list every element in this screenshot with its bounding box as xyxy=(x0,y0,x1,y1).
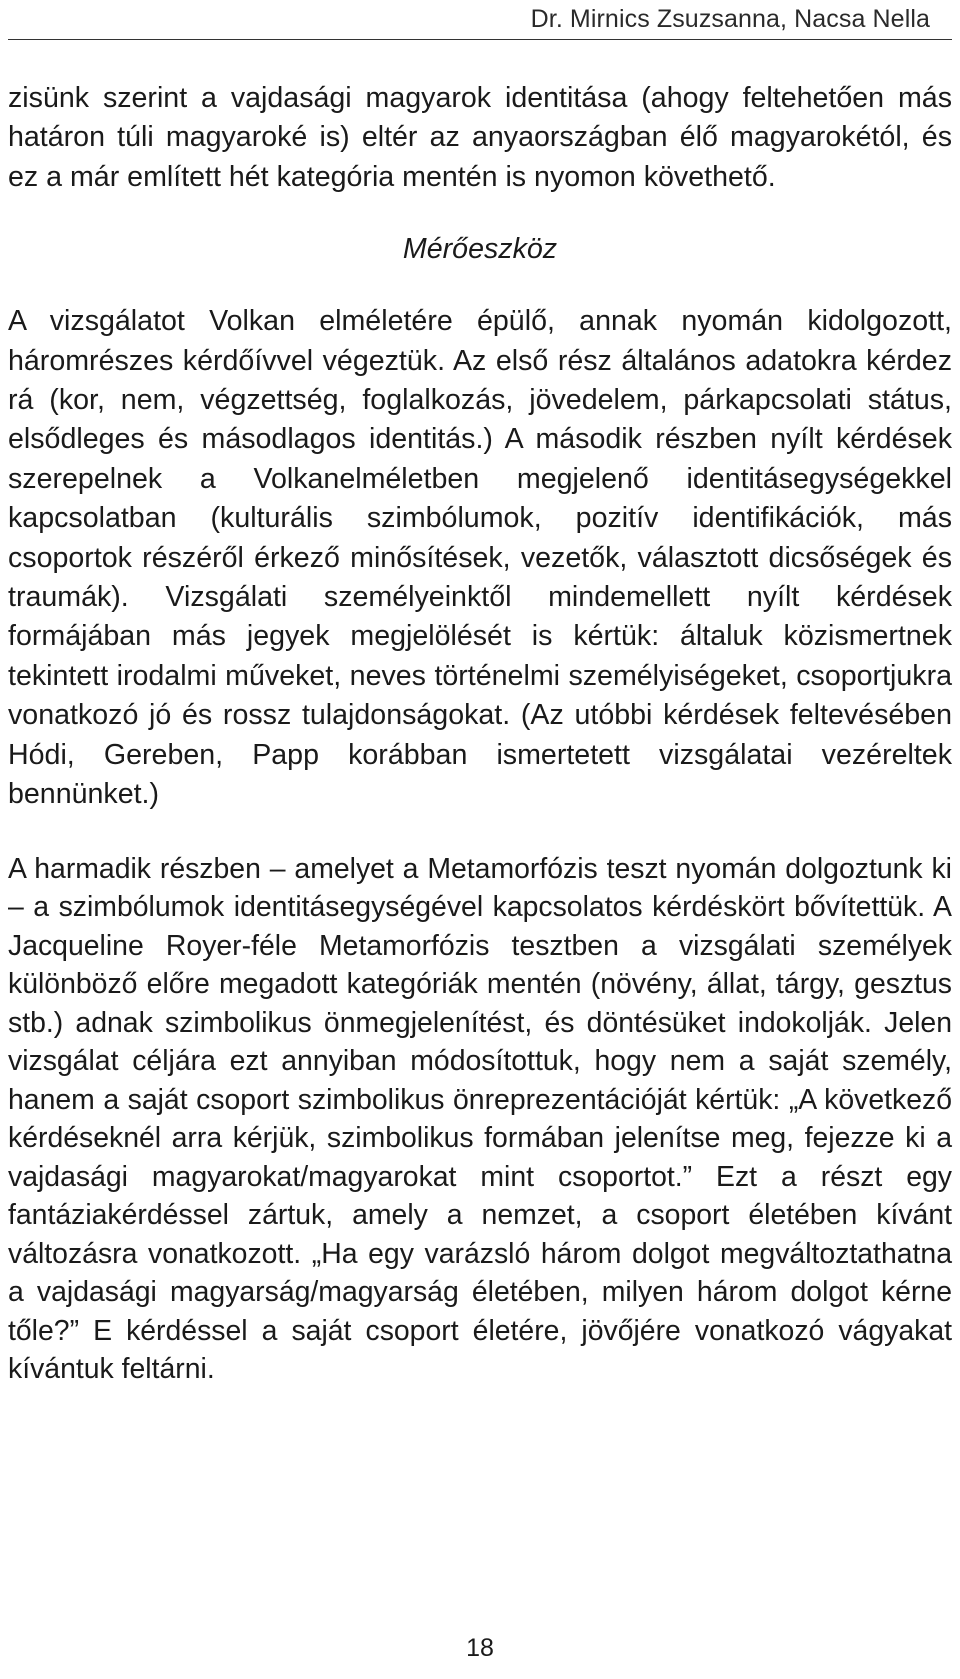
third-part-paragraph: A harmadik részben – amelyet a Metamorfózis teszt nyomán dolgoztunk ki – a szimbólumok identitásegységével kapcsolatos kérdéskört bővítettük. A Jacqueline Royer-féle Metamorfózis tesztben a vizsgálati személyek különböző előre megadott kategóriák mentén (növény, állat, tárgy, gesztus stb.) adnak szimbolikus önmegjelenítést, és döntésüket indokolják. Jelen vizsgálat céljára ezt annyiban módosítottuk, hogy nem a saját személy, hanem a saját csoport szimbolikus önreprezentációját kértük: „A következő kérdéseknél arra kérjük, szimbolikus formában jelenítse meg, fejezze ki a vajdasági magyarokat/magyarokat mint csoportot.” Ezt a részt egy fantáziakérdéssel zártuk, amely a nemzet, a csoport életében kívánt változásra vonatkozott. „Ha egy varázsló három dolgot megváltoztathatna a vajdasági magyarság/magyarság életében, milyen három dolgot kérne tőle?” E kérdéssel a saját csoport életére, jövőjére vonatkozó vágyakat kívántuk feltárni. xyxy=(8,852,952,1385)
page-number: 18 xyxy=(466,1634,494,1662)
paragraph-gap xyxy=(8,815,952,850)
section-heading: Mérőeszköz xyxy=(402,233,558,266)
header-rule xyxy=(8,39,952,40)
page-body xyxy=(8,79,952,1389)
running-head: Dr. Mirnics Zsuzsanna, Nacsa Nella xyxy=(530,5,930,33)
intro-paragraph: zisünk szerint a vajdasági magyarok identitása (ahogy feltehetően más határon túli magyaroké is) eltér az anyaországban élő magyarokétól, és ez a már említett hét kategória mentén is nyomon követhető. xyxy=(8,82,952,193)
method-paragraph: A vizsgálatot Volkan elméletére épülő, annak nyomán kidolgozott, háromrészes kérdőívvel végeztük. Az első rész általános adatokra kérdez rá (kor, nem, végzettség, foglalkozás, jövedelem, párkapcsolati státus, elsődleges és másodlagos identitás.) A második részben nyílt kérdések szerepelnek a Volkanelméletben megjelenő identitásegységekkel kapcsolatban (kulturális szimbólumok, pozitív identifikációk, más csoportok részéről érkező minősítések, vezetők, választott dicsőségek és traumák). Vizsgálati személyeinktől mindemellett nyílt kérdések formájában más jegyek megjelölését is kértük: általuk közismertnek tekintett irodalmi műveket, neves történelmi személyiségeket, csoportjukra vonatkozó jó és rossz tulajdonságokat. (Az utóbbi kérdések feltevésében Hódi, Gereben, Papp korábban ismertetett vizsgálatai vezéreltek bennünket.) xyxy=(8,305,952,811)
